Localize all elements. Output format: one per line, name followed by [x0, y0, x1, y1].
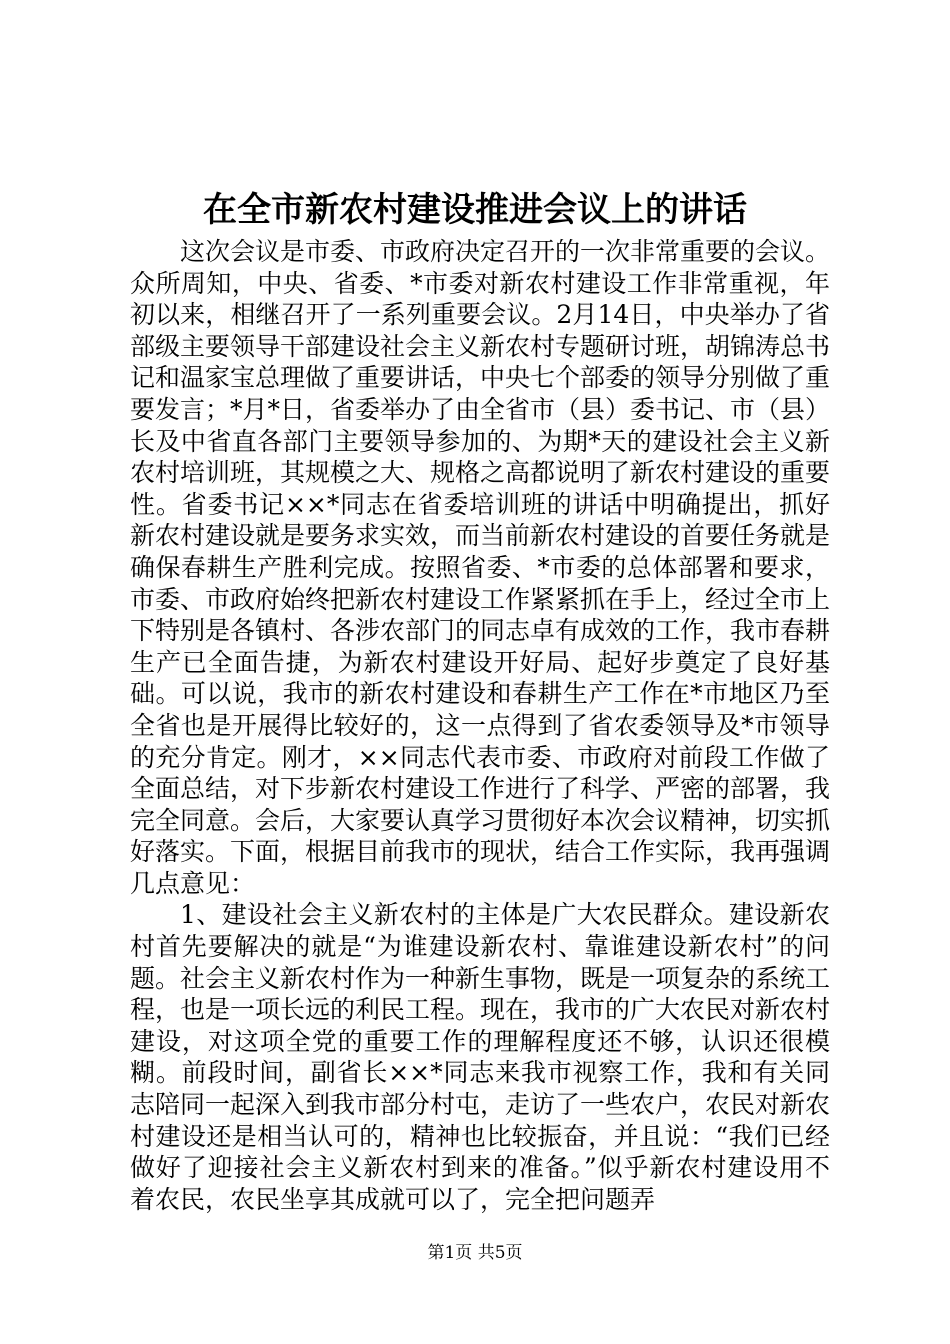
page-footer: 第1页 共5页	[427, 1243, 523, 1263]
document-title: 在全市新农村建设推进会议上的讲话	[203, 190, 747, 230]
paragraph-2: 1、建设社会主义新农村的主体是广大农民群众。建设新农村首先要解决的就是“为谁建设新农村、靠谁建设新农村”的问题。社会主义新农村作为一种新生事物，既是一项复杂的系统工程，也是一项长远的利民工程。现在，我市的广大农民对新农村建设，对这项全党的重要工作的理解程度还不够，认识还很模糊。前段时间，副省长××*同志来我市视察工作，我和有关同志陪同一起深入到我市部分村屯，走访了一些农户，农民对新农村建设还是相当认可的，精神也比较振奋，并且说：“我们已经做好了迎接社会主义新农村到来的准备。”似乎新农村建设用不着农民，农民坐享其成就可以了，完全把问题弄	[130, 900, 831, 1214]
paragraph-1: 这次会议是市委、市政府决定召开的一次非常重要的会议。众所周知，中央、省委、*市委对新农村建设工作非常重视，年初以来，相继召开了一系列重要会议。2月14日，中央举办了省部级主要领导干部建设社会主义新农村专题研讨班，胡锦涛总书记和温家宝总理做了重要讲话，中央七个部委的领导分别做了重要发言；*月*日，省委举办了由全省市（县）委书记、市（县）长及中省直各部门主要领导参加的、为期*天的建设社会主义新农村培训班，其规模之大、规格之高都说明了新农村建设的重要性。省委书记××*同志在省委培训班的讲话中明确提出，抓好新农村建设就是要务求实效，而当前新农村建设的首要任务就是确保春耕生产胜利完成。按照省委、*市委的总体部署和要求，市委、市政府始终把新农村建设工作紧紧抓在手上，经过全市上下特别是各镇村、各涉农部门的同志卓有成效的工作，我市春耕生产已全面告捷，为新农村建设开好局、起好步奠定了良好基础。可以说，我市的新农村建设和春耕生产工作在*市地区乃至全省也是开展得比较好的，这一点得到了省农委领导及*市领导的充分肯定。刚才，××同志代表市委、市政府对前段工作做了全面总结，对下步新农村建设工作进行了科学、严密的部署，我完全同意。会后，大家要认真学习贯彻好本次会议精神，切实抓好落实。下面，根据目前我市的现状，结合工作实际，我再强调几点意见：	[130, 237, 831, 898]
document-body	[130, 236, 830, 1215]
